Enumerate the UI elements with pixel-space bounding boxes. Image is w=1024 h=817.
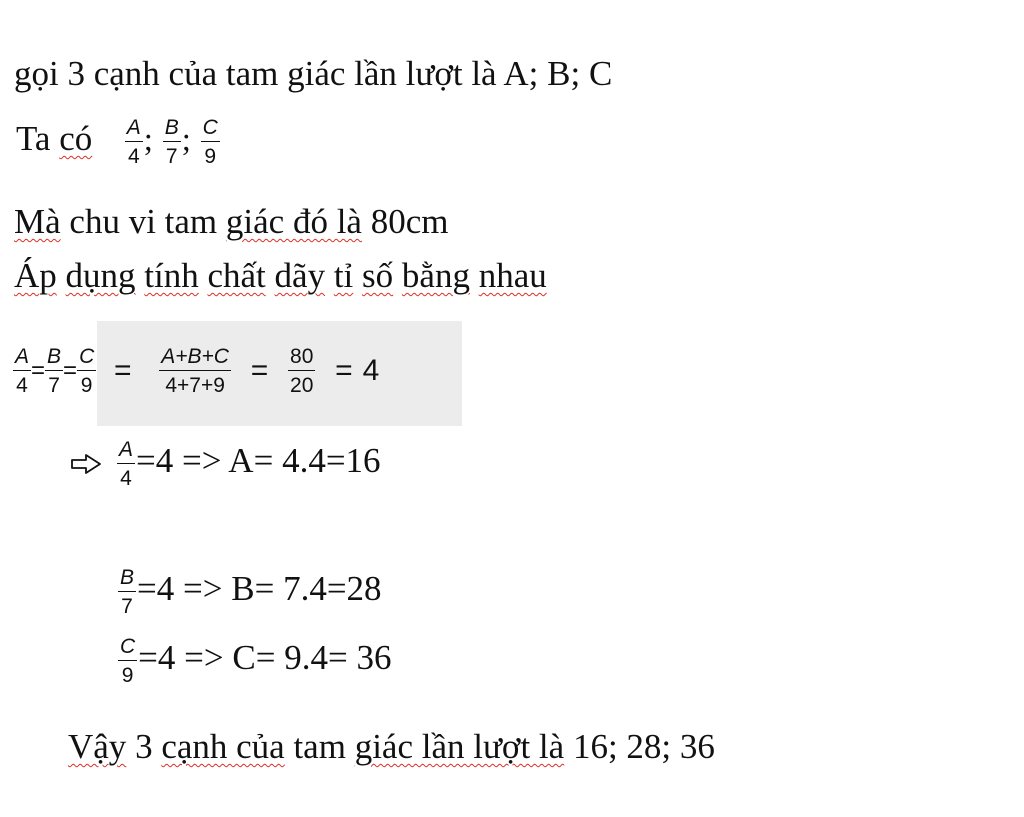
- solution-c: [117, 634, 391, 687]
- ta-text: Ta: [16, 119, 60, 159]
- sol-a-text: =4 => A= 4.4=16: [136, 441, 381, 480]
- line-ratios: [16, 116, 221, 168]
- ratio-c-den: 9: [204, 145, 217, 168]
- ratio-b: [163, 116, 181, 168]
- eq-frac-c-num: C: [77, 345, 96, 371]
- line-conclusion: [68, 727, 715, 767]
- eq-sign: =: [250, 353, 269, 387]
- sol-b-text: =4 => B= 7.4=28: [137, 569, 382, 608]
- ratio-c: [201, 116, 220, 168]
- eq-frac-a-num: A: [13, 345, 31, 371]
- eq-frac-a: [13, 345, 31, 397]
- eq-sum-num: A+B+C: [159, 345, 231, 371]
- sol-a-num: A: [117, 438, 135, 464]
- eq-sum-frac: [159, 345, 231, 397]
- eq-value-num: 80: [288, 345, 315, 371]
- sol-c-den: 9: [121, 663, 134, 687]
- perimeter-middle: chu vi tam: [60, 202, 226, 241]
- eq-frac-c: [77, 345, 96, 397]
- perimeter-phrase: giác đó là: [225, 202, 362, 241]
- eq-sign: =: [31, 356, 46, 384]
- ratio-b-den: 7: [165, 145, 178, 168]
- line-property: [14, 256, 547, 296]
- eq-frac-b-den: 7: [48, 373, 60, 397]
- word-vay: Vậy: [68, 727, 127, 766]
- main-equation: [12, 343, 379, 397]
- ratio-c-num: C: [201, 116, 220, 142]
- eq-frac-b: [45, 345, 63, 397]
- word-day: dãy: [274, 256, 326, 295]
- eq-value-den: 20: [290, 373, 314, 397]
- conclusion-values: 16; 28; 36: [564, 727, 715, 766]
- eq-sign: =: [113, 353, 132, 387]
- line-perimeter: [14, 202, 448, 242]
- sol-b-den: 7: [121, 594, 133, 618]
- eq-frac-b-num: B: [45, 345, 63, 371]
- word-ap: Áp: [14, 256, 57, 295]
- word-tinh: tính: [144, 256, 199, 295]
- word-nhau: nhau: [478, 256, 547, 295]
- conclusion-canh: cạnh của: [161, 727, 285, 766]
- ratio-a-den: 4: [127, 145, 140, 168]
- sol-a-frac: [117, 438, 135, 490]
- conclusion-num: 3: [126, 727, 162, 766]
- eq-sum-den: 4+7+9: [165, 373, 225, 397]
- perimeter-value: 80cm: [361, 202, 449, 241]
- ratio-a-num: A: [125, 116, 143, 142]
- word-ti: tỉ: [333, 256, 354, 295]
- ratio-a: [125, 116, 143, 168]
- eq-sign: =: [335, 353, 353, 387]
- eq-frac-a-den: 4: [16, 373, 28, 397]
- intro-text: gọi 3 cạnh của tam giác lần lượt là A; B; C: [14, 54, 613, 93]
- word-so: số: [362, 256, 394, 295]
- sol-a-den: 4: [120, 466, 132, 490]
- eq-sign: =: [63, 356, 78, 384]
- sol-b-frac: [118, 566, 136, 618]
- sol-c-num: C: [118, 635, 137, 661]
- eq-result: 4: [362, 353, 380, 387]
- sol-c-frac: [118, 635, 137, 687]
- sol-c-text: =4 => C= 9.4= 36: [138, 638, 392, 677]
- word-dung: dụng: [65, 256, 136, 295]
- implies-arrow-icon: [70, 454, 102, 474]
- eq-frac-c-den: 9: [80, 373, 93, 397]
- ratio-b-num: B: [163, 116, 181, 142]
- ma-word: Mà: [14, 202, 61, 241]
- word-bang: bằng: [401, 256, 470, 295]
- solution-a: [70, 437, 381, 490]
- line-sides-intro: [14, 54, 612, 94]
- conclusion-tam: tam: [284, 727, 355, 766]
- solution-b: [117, 565, 382, 618]
- eq-value-frac: [288, 345, 315, 397]
- sol-b-num: B: [118, 566, 136, 592]
- co-word: có: [59, 119, 93, 159]
- word-chat: chất: [207, 256, 266, 295]
- ratio-sep: ;: [143, 122, 153, 159]
- conclusion-phrase: giác lần lượt là: [354, 727, 565, 766]
- ratio-sep: ;: [181, 122, 191, 159]
